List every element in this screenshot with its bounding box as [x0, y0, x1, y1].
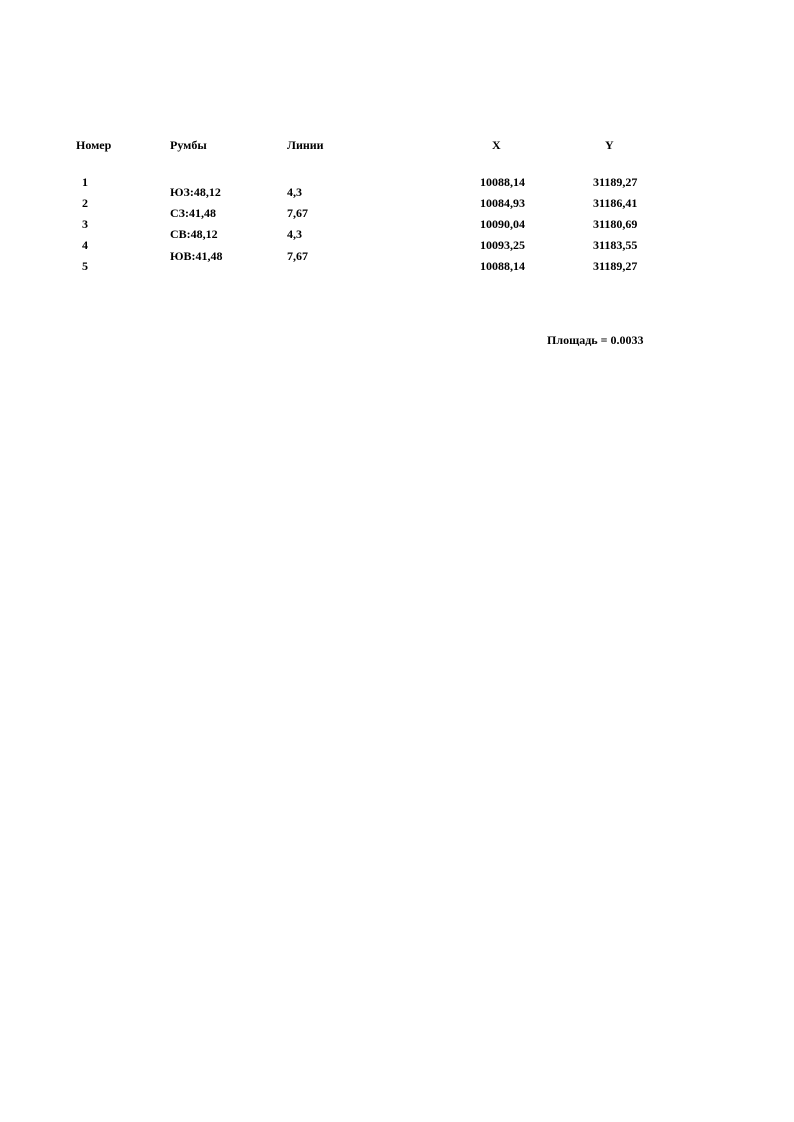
segment-bearing: СЗ:41,48 — [170, 206, 216, 220]
point-y: 31189,27 — [593, 259, 638, 273]
segment-length: 7,67 — [287, 249, 308, 263]
segment-length: 7,67 — [287, 206, 308, 220]
segment-bearing: ЮВ:41,48 — [170, 249, 223, 263]
header-bearings: Румбы — [170, 138, 207, 152]
point-x: 10084,93 — [480, 196, 525, 210]
point-x: 10088,14 — [480, 175, 525, 189]
point-y: 31180,69 — [593, 217, 638, 231]
area-label: Площадь = 0.0033 — [547, 333, 644, 347]
point-y: 31189,27 — [593, 175, 638, 189]
point-number: 3 — [82, 217, 88, 231]
point-y: 31186,41 — [593, 196, 638, 210]
point-x: 10093,25 — [480, 238, 525, 252]
segment-length: 4,3 — [287, 227, 302, 241]
segment-length: 4,3 — [287, 185, 302, 199]
header-x: X — [492, 138, 501, 152]
header-y: Y — [605, 138, 614, 152]
header-number: Номер — [76, 138, 112, 152]
point-number: 2 — [82, 196, 88, 210]
point-x: 10088,14 — [480, 259, 525, 273]
segment-bearing: ЮЗ:48,12 — [170, 185, 221, 199]
point-number: 1 — [82, 175, 88, 189]
point-y: 31183,55 — [593, 238, 638, 252]
point-x: 10090,04 — [480, 217, 525, 231]
point-number: 4 — [82, 238, 88, 252]
segment-bearing: СВ:48,12 — [170, 227, 218, 241]
header-lines: Линии — [287, 138, 324, 152]
point-number: 5 — [82, 259, 88, 273]
